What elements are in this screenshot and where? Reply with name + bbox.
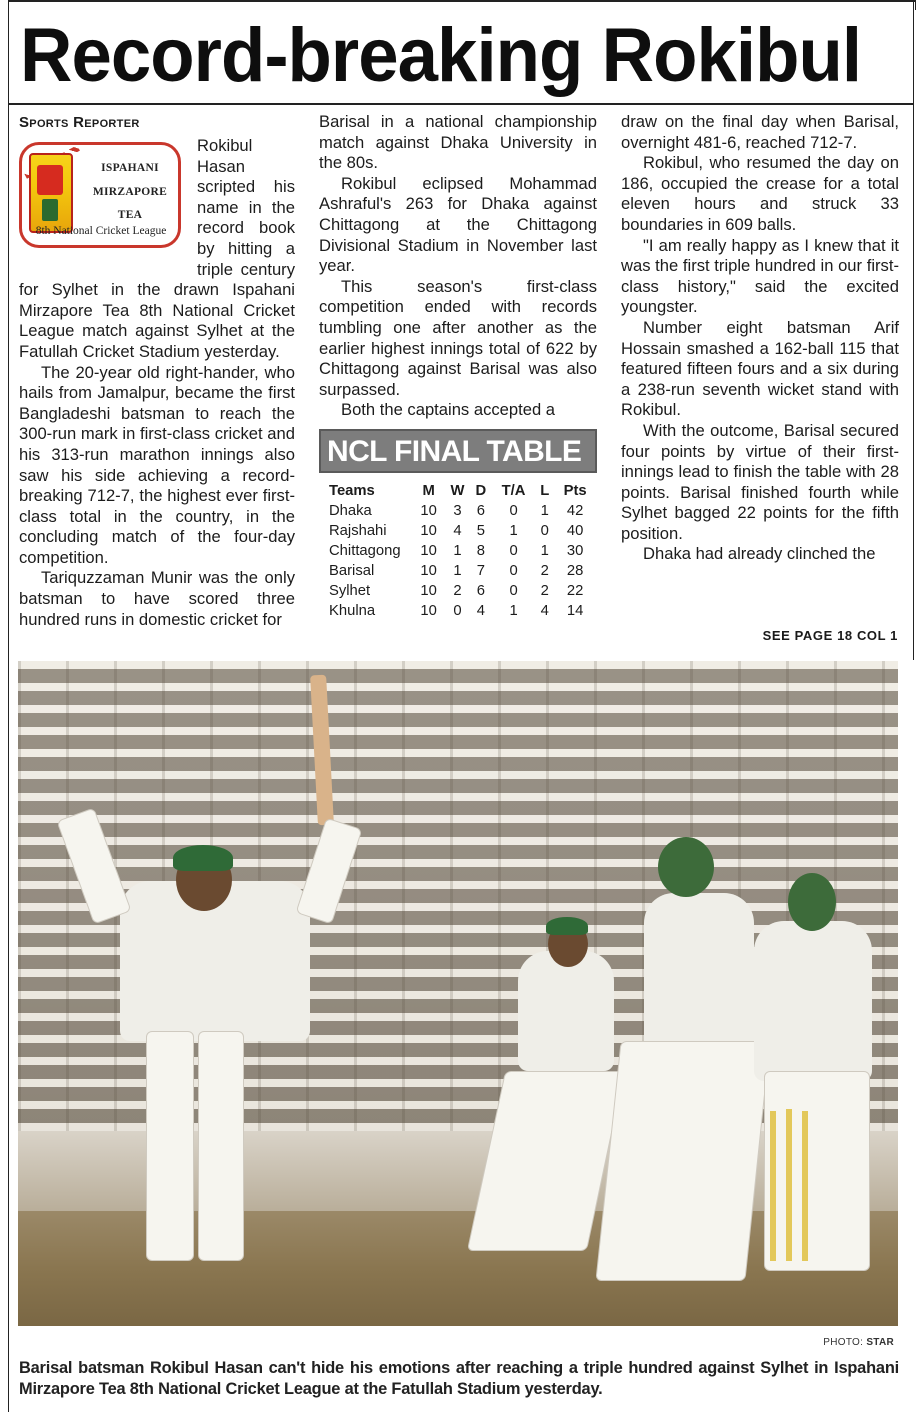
batsman-cap [173,845,233,871]
col3-paragraph-2: Rokibul, who resumed the day on 186, occupied the crease for a total eleven hours and struck 33 boundaries in 609 balls. [621,153,899,234]
sponsor-logo [19,142,181,248]
cell: 0 [540,522,549,539]
table-header-row [319,481,597,501]
cell: 4 [476,602,485,619]
non-striker-batsman [644,893,754,1053]
byline-text: Sports Reporter [19,114,140,131]
cell: 10 [420,522,437,539]
ncl-final-table [319,429,597,621]
sponsor-logo-wrap [19,112,191,260]
cell: 7 [476,562,485,579]
cell: 10 [420,502,437,519]
keeper-head [788,873,836,931]
table-row [319,601,597,621]
table-row [319,561,597,581]
cell: 1 [453,542,462,559]
cell: 2 [540,582,549,599]
wicket-keeper [754,921,872,1081]
cell: 0 [509,502,518,519]
cell-team: Barisal [329,562,375,579]
logo-brand-line1: ISPAHANI [101,162,159,174]
header-m: M [422,482,435,499]
article-column-2 [319,112,597,621]
cell: 0 [509,542,518,559]
table-title: NCL FINAL TABLE [319,429,597,473]
table-row [319,521,597,541]
cell-team: Dhaka [329,502,372,519]
header-d: D [475,482,487,499]
col2-paragraph-4: Both the captains accepted a [341,400,556,420]
photo-credit [823,1337,894,1348]
cell: 28 [566,562,584,579]
header-ta: T/A [501,482,526,499]
photo-credit-source: STAR [866,1337,894,1348]
article-column-3 [621,112,899,565]
cell: 22 [566,582,584,599]
headline-rule [8,103,914,105]
col2-paragraph-3: This season's first-class competition ended with records tumbling one after another as the earlier highest innings total of 622 by Chittagong against Barisal was also surpassed. [319,276,597,399]
cell-team: Rajshahi [329,522,387,539]
table-row [319,541,597,561]
cell: 10 [420,562,437,579]
table-row [319,581,597,601]
cell: 2 [540,562,549,579]
cell: 4 [540,602,549,619]
logo-brand-line3: TEA [117,209,143,221]
header-teams: Teams [329,482,375,499]
col3-paragraph-4: Number eight batsman Arif Hossain smashed a 162-ball 115 that featured fifteen fours and a six during a 238-run seventh wicket stand with Rokibul. [621,317,899,420]
cell: 0 [509,582,518,599]
cell-team: Chittagong [329,542,401,559]
cell: 8 [476,542,485,559]
stump [770,1111,776,1261]
non-striker-head [658,837,714,897]
cell: 5 [476,522,485,539]
non-striker-pads [595,1041,770,1281]
keeper-pads [764,1071,870,1271]
photo-credit-label: PHOTO: [823,1337,864,1348]
cell: 1 [540,542,549,559]
cell: 40 [566,522,584,539]
col3-paragraph-1: draw on the final day when Barisal, overnight 481-6, reached 712-7. [621,112,899,152]
col1-paragraph-1: Rokibul Hasan scripted his name in the record book by hitting a triple century for Sylhet in the drawn Ispahani Mirzapore Tea 8th National Cricket League match against Sylhet at the Fatullah Cricket Stadium yesterday. [19,136,295,361]
logo-brand-line2: MIRZAPORE [92,186,168,198]
col2-paragraph-1: Barisal in a national championship match against Dhaka University in the 80s. [319,112,597,173]
stump [802,1111,808,1261]
fielder-cap [546,917,588,935]
stump [786,1109,792,1261]
batsman-left-pad [146,1031,194,1261]
page-border-top [8,0,916,10]
page-border-left [8,0,9,1412]
col1-paragraph-3: Tariquzzaman Munir was the only batsman to have scored three hundred runs in domestic cricket for [19,568,295,629]
col2-paragraph-2: Rokibul eclipsed Mohammad Ashraful's 263 for Dhaka against Chittagong at the Chittagong Divisional Stadium in November last year. [319,173,597,276]
photo-caption: Barisal batsman Rokibul Hasan can't hide his emotions after reaching a triple hundred against Sylhet in Ispahani Mirzapore Tea 8th National Cricket League at the Fatullah Stadium yesterday. [19,1359,899,1398]
match-photo [18,661,898,1326]
batsman-right-pad [198,1031,244,1261]
cell: 1 [540,502,549,519]
article-column-1 [19,112,295,630]
header-w: W [450,482,465,499]
cell: 30 [566,542,584,559]
cell: 2 [453,582,462,599]
cell: 6 [476,502,485,519]
headline: Record-breaking Rokibul [20,13,862,98]
jump-link[interactable]: SEE PAGE 18 COL 1 [762,628,898,643]
header-l: L [540,482,550,499]
table-body [319,501,597,621]
cell: 3 [453,502,462,519]
standings-table [319,481,597,621]
cell: 4 [453,522,462,539]
col3-paragraph-5: With the outcome, Barisal secured four points by virtue of their first-innings lead to finish the table with 28 points. Barisal finished fourth while Sylhet bagged 22 points for the fifth position. [621,420,899,543]
cell-team: Khulna [329,602,376,619]
cell: 10 [420,542,437,559]
col3-paragraph-3: "I am really happy as I knew that it was the first triple hundred in our first-class history," said the excited youngster. [621,235,899,317]
col1-paragraph-2: The 20-year old right-hander, who hails from Jamalpur, became the first Bangladeshi batsman to reach the 300-run mark in first-class cricket and his 313-run marathon innings also saw his side achieving a record-breaking 712-7, the highest ever first-class total in the country, in the concluding match of the four-day competition. [19,362,295,567]
cell: 1 [509,602,518,619]
cell: 1 [509,522,518,539]
logo-league: 8th National Cricket League [35,225,167,238]
fielder [518,951,614,1071]
cell: 10 [420,602,437,619]
cell: 14 [566,602,584,619]
header-pts: Pts [563,482,587,499]
table-row [319,501,597,521]
cell: 1 [453,562,462,579]
cell: 0 [509,562,518,579]
cell: 42 [566,502,584,519]
cell-team: Sylhet [329,582,371,599]
cell: 10 [420,582,437,599]
page-border-right [913,0,914,660]
cell: 6 [476,582,485,599]
col3-paragraph-6: Dhaka had already clinched the [643,544,876,564]
cell: 0 [453,602,462,619]
